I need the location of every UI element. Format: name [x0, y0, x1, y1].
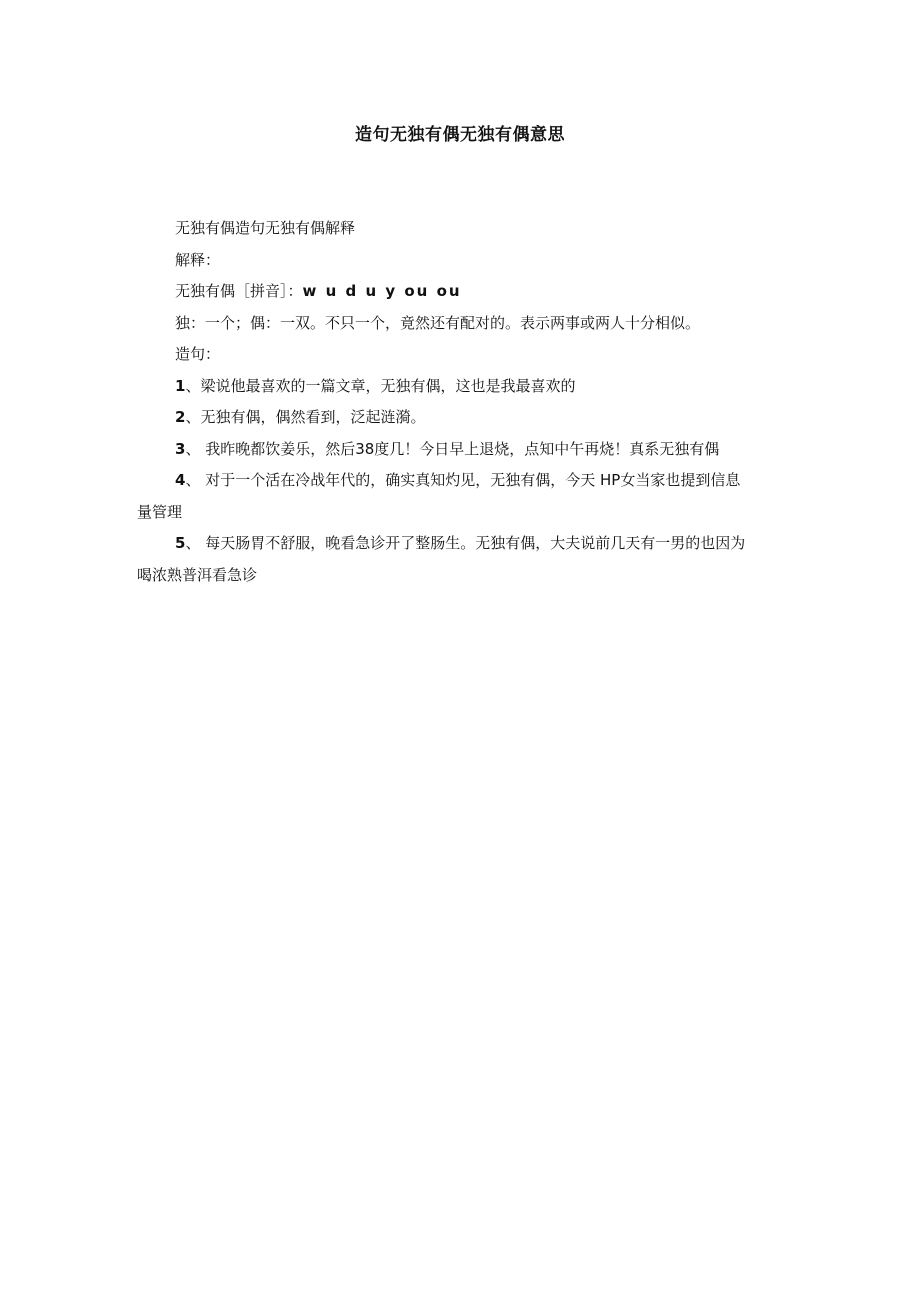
example-separator: 、	[185, 471, 206, 489]
example-text: 对于一个活在冷战年代的，确实真知灼见，无独有偶，今天 HP女当家也提到信息量管理	[137, 471, 741, 521]
example-text: 我昨晚都饮姜乐，然后38度几！今日早上退烧，点知中午再烧！真系无独有偶	[205, 439, 720, 458]
example-item	[137, 371, 753, 403]
example-item	[137, 402, 753, 434]
example-number: 4	[175, 471, 186, 489]
example-item	[137, 434, 753, 466]
example-number: 5	[175, 534, 186, 552]
section-heading: 无独有偶造句无独有偶解释	[175, 219, 356, 237]
example-text: 梁说他最喜欢的一篇文章，无独有偶，这也是我最喜欢的	[200, 376, 576, 395]
example-text: 无独有偶，偶然看到，泛起涟漪。	[200, 408, 426, 426]
explain-label: 解释：	[175, 250, 221, 269]
example-separator: 、	[185, 376, 201, 395]
example-separator: 、	[185, 534, 206, 552]
example-item	[137, 528, 753, 591]
example-number: 3	[175, 439, 186, 458]
example-separator: 、	[185, 408, 201, 426]
example-number: 2	[175, 408, 186, 426]
document-title: 造句无独有偶无独有偶意思	[355, 125, 565, 145]
document-body	[137, 213, 753, 591]
example-text: 每天肠胃不舒服，晚看急诊开了整肠生。无独有偶，大夫说前几天有一男的也因为喝浓熟普洱看急诊	[137, 534, 746, 584]
pinyin-line	[137, 276, 753, 308]
pinyin-text: w u d u y ou ou	[302, 282, 462, 300]
example-item	[137, 465, 753, 528]
example-number: 1	[175, 376, 186, 395]
example-separator: 、	[185, 439, 206, 458]
definition-text: 独：一个；偶：一双。不只一个，竟然还有配对的。表示两事或两人十分相似。	[175, 313, 701, 332]
pinyin-prefix: 无独有偶［拼音］：	[175, 282, 303, 300]
examples-label: 造句：	[175, 345, 221, 363]
